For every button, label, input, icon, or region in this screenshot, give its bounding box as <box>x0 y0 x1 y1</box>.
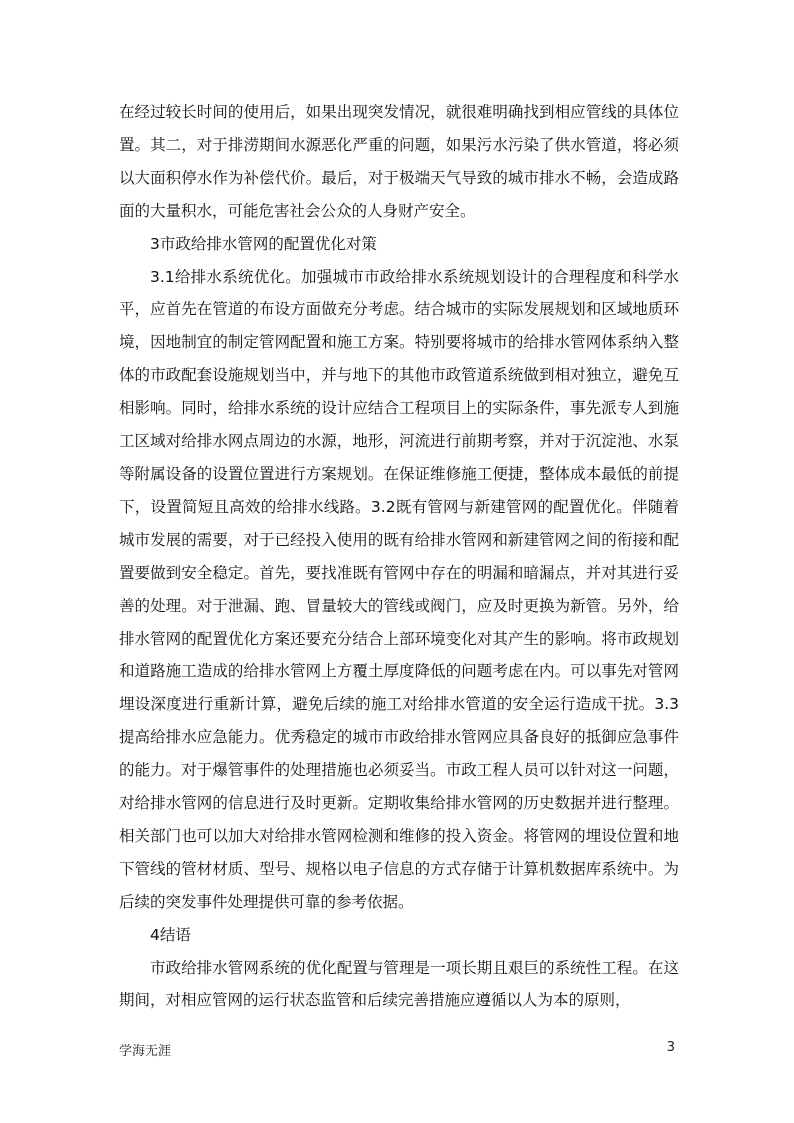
paragraph-continued: 在经过较长时间的使用后，如果出现突发情况，就很难明确找到相应管线的具体位置。其二，对于排涝期间水源恶化严重的问题，如果污水污染了供水管道，将必须以大面积停水作为补偿代价。最后，对于极端天气导致的城市排水不畅，会造成路面的大量积水，可能危害社会公众的人身财产安全。 <box>119 103 679 220</box>
footer-motto: 学海无涯 <box>119 1044 172 1059</box>
section-heading-3: 3市政给排水管网的配置优化对策 <box>150 234 377 253</box>
paragraph-conclusion: 市政给排水管网系统的优化配置与管理是一项长期且艰巨的系统性工程。在这期间，对相应管网的运行状态监管和后续完善措施应遵循以人为本的原则， <box>119 958 679 1010</box>
page-number: 3 <box>666 1040 675 1055</box>
document-body <box>119 96 679 1017</box>
paragraph-optimization: 3.1给排水系统优化。加强城市市政给排水系统规划设计的合理程度和科学水平，应首先在管道的布设方面做充分考虑。结合城市的实际发展规划和区域地质环境，因地制宜的制定管网配置和施工方案。特别要将城市的给排水管网体系纳入整体的市政配套设施规划当中，并与地下的其他市政管道系统做到相对独立，避免互相影响。同时，给排水系统的设计应结合工程项目上的实际条件，事先派专人到施工区域对给排水网点周边的水源，地形，河流进行前期考察，并对于沉淀池、水泵等附属设备的设置位置进行方案规划。在保证维修施工便捷，整体成本最低的前提下，设置简短且高效的给排水线路。3.2既有管网与新建管网的配置优化。伴随着城市发展的需要，对于已经投入使用的既有给排水管网和新建管网之间的衔接和配置要做到安全稳定。首先，要找准既有管网中存在的明漏和暗漏点，并对其进行妥善的处理。对于泄漏、跑、冒量较大的管线或阀门，应及时更换为新管。另外，给排水管网的配置优化方案还要充分结合上部环境变化对其产生的影响。将市政规划和道路施工造成的给排水管网上方覆土厚度降低的问题考虑在内。可以事先对管网埋设深度进行重新计算，避免后续的施工对给排水管道的安全运行造成干扰。3.3提高给排水应急能力。优秀稳定的城市市政给排水管网应具备良好的抵御应急事件的能力。对于爆管事件的处理措施也必须妥当。市政工程人员可以针对这一问题，对给排水管网的信息进行及时更新。定期收集给排水管网的历史数据并进行整理。相关部门也可以加大对给排水管网检测和维修的投入资金。将管网的埋设位置和地下管线的管材材质、型号、规格以电子信息的方式存储于计算机数据库系统中。为后续的突发事件处理提供可靠的参考依据。 <box>119 267 679 911</box>
section-heading-4: 4结语 <box>150 925 191 944</box>
